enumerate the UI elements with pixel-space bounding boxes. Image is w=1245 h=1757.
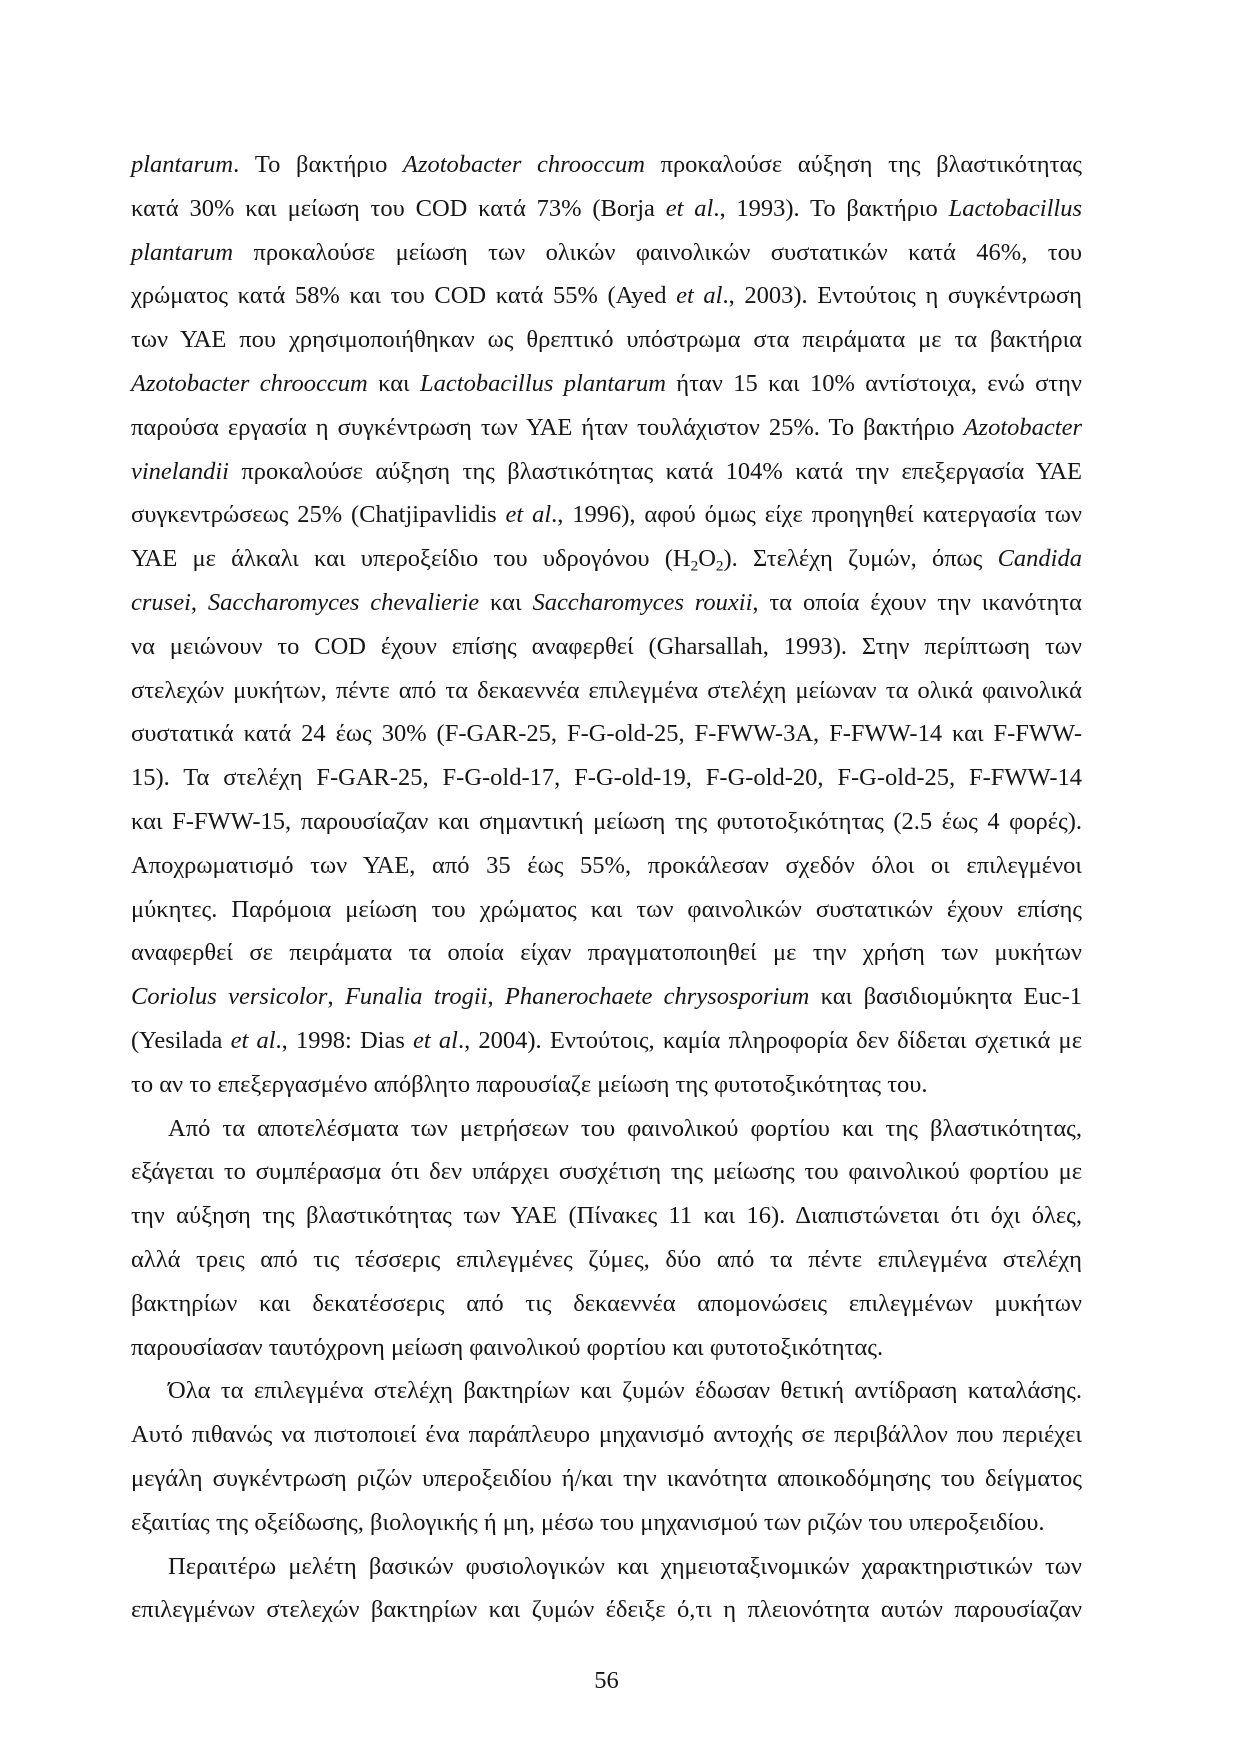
text-span: προκαλούσε αύξηση της βλαστικότητας κατά 104% κατά την επεξεργασία ΥΑΕ (228, 457, 1082, 485)
text-span: Αυτό πιθανώς να πιστοποιεί ένα παράπλευρο μηχανισμό αντοχής σε περιβάλλον που περιέχει (131, 1421, 1082, 1449)
text-span: μεγάλη συγκέντρωση ριζών υπεροξειδίου ή/και την ικανότητα αποικοδόμησης του δείγματος (131, 1464, 1082, 1492)
italic-text: et al (413, 1026, 458, 1054)
text-span: . Το βακτήριο (233, 151, 403, 178)
text-line (131, 1326, 1082, 1370)
text-line (131, 1501, 1082, 1545)
text-line (131, 1545, 1082, 1589)
text-span: , τα οποία έχουν την ικανότητα (752, 588, 1083, 616)
text-span: παρούσα εργασία η συγκέντρωση των ΥΑΕ ήταν τουλάχιστον 25%. Το βακτήριο (131, 413, 964, 441)
text-span: και (367, 369, 421, 397)
text-span: εξαιτίας της οξείδωσης, βιολογικής ή μη, μέσω του μηχανισμού των ριζών του υπεροξειδίου. (131, 1508, 1045, 1536)
text-span: να μειώνουν το COD έχουν επίσης αναφερθεί (Gharsallah, 1993). Στην περίπτωση των (131, 632, 1082, 660)
paragraph (131, 143, 1082, 1107)
text-span: επιλεγμένων στελεχών βακτηρίων και ζυμών έδειξε ό,τι η πλειονότητα αυτών παρουσίαζαν (131, 1596, 1082, 1624)
text-span: ). Στελέχη ζυμών, όπως (723, 545, 998, 573)
text-line (131, 581, 1082, 625)
italic-text: Azotobacter (963, 413, 1082, 441)
text-line (131, 537, 1082, 581)
text-line (131, 1019, 1082, 1063)
text-span: ήταν 15 και 10% αντίστοιχα, ενώ στην (665, 369, 1083, 397)
text-line (131, 1194, 1082, 1238)
text-span: κατά 30% και μείωση του COD κατά 73% (Borja (131, 194, 666, 222)
italic-text: Saccharomyces chevalierie (207, 588, 480, 616)
italic-text: Lactobacillus plantarum (420, 369, 666, 397)
text-span: Αποχρωματισμό των ΥΑΕ, από 35 έως 55%, προκάλεσαν σχεδόν όλοι οι επιλεγμένοι (131, 851, 1082, 879)
text-span: προκαλούσε μείωση των ολικών φαινολικών συστατικών κατά 46%, του (233, 238, 1082, 266)
italic-text: et al (676, 282, 723, 310)
italic-text: plantarum (131, 151, 234, 178)
italic-text: vinelandii (131, 457, 229, 485)
italic-text: Azotobacter chrooccum (131, 369, 368, 397)
text-line (131, 1413, 1082, 1457)
text-line (131, 800, 1082, 844)
text-span: 15). Τα στελέχη F-GAR-25, F-G-old-17, F-G-old-19, F-G-old-20, F-G-old-25, F-FWW-14 (131, 764, 1082, 792)
text-span: ., 1996), αφού όμως είχε προηγηθεί κατεργασία των (551, 501, 1082, 529)
text-line (131, 844, 1082, 888)
text-span: , (327, 983, 345, 1011)
text-line (131, 669, 1082, 713)
subscript-text: 2 (690, 557, 699, 575)
italic-text: et al (505, 501, 552, 529)
italic-text: Lactobacillus (948, 194, 1082, 222)
text-span: ., 2003). Εντούτοις η συγκέντρωση (722, 282, 1082, 310)
text-line (131, 888, 1082, 932)
text-span: παρουσίασαν ταυτόχρονη μείωση φαινολικού φορτίου και φυτοτοξικότητας. (131, 1333, 884, 1361)
text-span: βακτηρίων και δεκατέσσερις από τις δεκαεννέα απομονώσεις επιλεγμένων μυκήτων (131, 1289, 1082, 1317)
italic-text: plantarum (131, 238, 234, 266)
text-line (131, 1063, 1082, 1107)
text-span: μύκητες. Παρόμοια μείωση του χρώματος και των φαινολικών συστατικών έχουν επίσης (131, 895, 1082, 923)
text-line (131, 975, 1082, 1019)
text-span: στελεχών μυκήτων, πέντε από τα δεκαεννέα επιλεγμένα στελέχη μείωναν τα ολικά φαινολικά (131, 676, 1082, 704)
text-line (131, 493, 1082, 537)
italic-text: Funalia trogii (344, 983, 488, 1011)
text-span: ., 1998: Dias (275, 1026, 414, 1054)
text-span: Περαιτέρω μελέτη βασικών φυσιολογικών και χημειοταξινομικών χαρακτηριστικών των (168, 1552, 1082, 1580)
text-line (131, 1588, 1082, 1632)
text-line (131, 406, 1082, 450)
text-line (131, 1282, 1082, 1326)
text-span: την αύξηση της βλαστικότητας των ΥΑΕ (Πίνακες 11 και 16). Διαπιστώνεται ότι όχι όλες, (131, 1202, 1082, 1230)
text-line (131, 756, 1082, 800)
text-line (131, 625, 1082, 669)
body-text (131, 143, 1082, 1632)
text-line (131, 450, 1082, 494)
text-span: ΥΑΕ με άλκαλι και υπεροξείδιο του υδρογόνου (H (131, 545, 691, 573)
italic-text: crusei (131, 588, 191, 616)
text-line (131, 143, 1082, 187)
text-span: αναφερθεί σε πειράματα τα οποία είχαν πραγματοποιηθεί με την χρήση των μυκήτων (131, 939, 1082, 967)
paragraph (131, 1545, 1082, 1633)
text-line (131, 1107, 1082, 1151)
subscript-text: 2 (715, 557, 724, 575)
italic-text: Candida (997, 545, 1082, 573)
text-span: ., 2004). Εντούτοις, καμία πληροφορία δεν δίδεται σχετικά με (457, 1026, 1082, 1054)
paragraph (131, 1107, 1082, 1370)
text-line (131, 1369, 1082, 1413)
text-span: Όλα τα επιλεγμένα στελέχη βακτηρίων και ζυμών έδωσαν θετική αντίδραση καταλάσης. (168, 1377, 1082, 1405)
text-span: , (190, 588, 208, 616)
text-span: συστατικά κατά 24 έως 30% (F-GAR-25, F-G-old-25, F-FWW-3A, F-FWW-14 και F-FWW- (131, 720, 1082, 748)
text-line (131, 931, 1082, 975)
text-span: και F-FWW-15, παρουσίαζαν και σημαντική μείωση της φυτοτοξικότητας (2.5 έως 4 φορές). (131, 807, 1082, 835)
text-line (131, 274, 1082, 318)
text-span: το αν το επεξεργασμένο απόβλητο παρουσίαζε μείωση της φυτοτοξικότητας του. (131, 1070, 928, 1098)
text-line (131, 1150, 1082, 1194)
italic-text: et al (665, 194, 714, 222)
italic-text: Coriolus versicolor (131, 983, 328, 1011)
text-span: χρώματος κατά 58% και του COD κατά 55% (Ayed (131, 282, 677, 310)
paragraph (131, 1369, 1082, 1544)
text-span: Από τα αποτελέσματα των μετρήσεων του φαινολικού φορτίου και της βλαστικότητας, (168, 1114, 1082, 1142)
text-span: προκαλούσε αύξηση της βλαστικότητας (644, 151, 1082, 178)
text-line (131, 712, 1082, 756)
text-span: αλλά τρεις από τις τέσσερις επιλεγμένες ζύμες, δύο από τα πέντε επιλεγμένα στελέχη (131, 1245, 1082, 1273)
italic-text: Saccharomyces rouxii (532, 588, 753, 616)
text-line (131, 231, 1082, 275)
italic-text: Azotobacter chrooccum (402, 151, 645, 178)
text-span: ., 1993). Το βακτήριο (713, 194, 949, 222)
text-span: εξάγεται το συμπέρασμα ότι δεν υπάρχει συσχέτιση της μείωσης του φαινολικού φορτίου με (131, 1158, 1082, 1186)
text-line (131, 187, 1082, 231)
text-span: και βασιδιομύκητα Euc-1 (809, 983, 1083, 1011)
italic-text: et al (230, 1026, 276, 1054)
text-line (131, 362, 1082, 406)
text-span: συγκεντρώσεως 25% (Chatjipavlidis (131, 501, 506, 529)
text-span: των ΥΑΕ που χρησιμοποιήθηκαν ως θρεπτικό υπόστρωμα στα πειράματα με τα βακτήρια (131, 326, 1082, 354)
text-span: και (479, 588, 533, 616)
text-line (131, 1238, 1082, 1282)
text-span: O (698, 545, 716, 573)
text-line (131, 1457, 1082, 1501)
page-number: 56 (594, 1667, 619, 1694)
text-span: (Yesilada (131, 1026, 231, 1054)
text-line (131, 318, 1082, 362)
text-span: , (487, 983, 505, 1011)
italic-text: Phanerochaete chrysosporium (504, 983, 810, 1011)
